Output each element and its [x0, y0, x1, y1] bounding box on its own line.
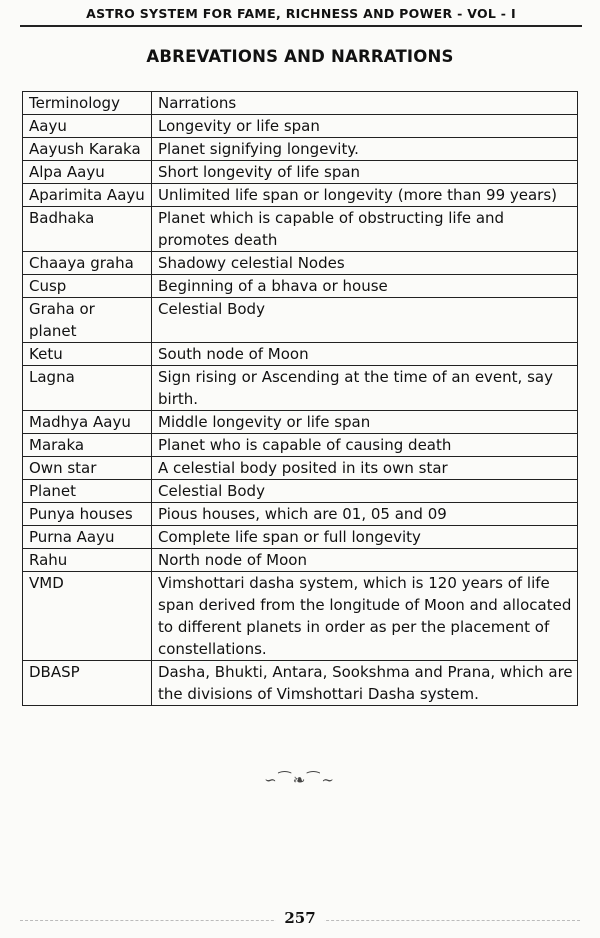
narration-cell: Planet who is capable of causing death — [152, 434, 578, 457]
narration-cell: Sign rising or Ascending at the time of an event, say birth. — [152, 366, 578, 411]
term-cell: DBASP — [23, 661, 152, 706]
term-cell: Chaaya graha — [23, 252, 152, 275]
narration-cell: Planet signifying longevity. — [152, 138, 578, 161]
running-header: ASTRO SYSTEM FOR FAME, RICHNESS AND POWER - VOL - I — [20, 6, 582, 27]
term-cell: Planet — [23, 480, 152, 503]
page-number-wrap — [0, 909, 600, 927]
term-cell: VMD — [23, 572, 152, 661]
narration-cell: Beginning of a bhava or house — [152, 275, 578, 298]
term-cell: Rahu — [23, 549, 152, 572]
table-row — [23, 184, 578, 207]
term-cell: Cusp — [23, 275, 152, 298]
table-row — [23, 411, 578, 434]
narration-cell: Short longevity of life span — [152, 161, 578, 184]
table-row — [23, 252, 578, 275]
term-cell: Madhya Aayu — [23, 411, 152, 434]
narration-cell: South node of Moon — [152, 343, 578, 366]
term-cell: Aayu — [23, 115, 152, 138]
table-row — [23, 572, 578, 661]
narration-cell: Dasha, Bhukti, Antara, Sookshma and Prana, which are the divisions of Vimshottari Dasha system. — [152, 661, 578, 706]
table-row — [23, 275, 578, 298]
glossary-table — [22, 91, 578, 706]
table-row — [23, 161, 578, 184]
narration-cell: Pious houses, which are 01, 05 and 09 — [152, 503, 578, 526]
narration-cell: Celestial Body — [152, 298, 578, 343]
term-cell: Graha or planet — [23, 298, 152, 343]
table-row — [23, 480, 578, 503]
narration-cell: Celestial Body — [152, 480, 578, 503]
table-row — [23, 661, 578, 706]
table-row — [23, 115, 578, 138]
table-row — [23, 457, 578, 480]
term-cell: Aayush Karaka — [23, 138, 152, 161]
table-row — [23, 207, 578, 252]
table-header-row — [23, 92, 578, 115]
column-header-narrations: Narrations — [152, 92, 578, 115]
column-header-terminology: Terminology — [23, 92, 152, 115]
narration-cell: North node of Moon — [152, 549, 578, 572]
narration-cell: Planet which is capable of obstructing life and promotes death — [152, 207, 578, 252]
page-number: 257 — [276, 909, 323, 927]
term-cell: Purna Aayu — [23, 526, 152, 549]
narration-cell: Shadowy celestial Nodes — [152, 252, 578, 275]
term-cell: Lagna — [23, 366, 152, 411]
table-row — [23, 503, 578, 526]
table-row — [23, 366, 578, 411]
table-row — [23, 343, 578, 366]
page-title: ABREVATIONS AND NARRATIONS — [146, 47, 454, 66]
term-cell: Maraka — [23, 434, 152, 457]
term-cell: Own star — [23, 457, 152, 480]
narration-cell: Vimshottari dasha system, which is 120 years of life span derived from the longitude of Moon and allocated to different planets in order as per the placement of constellations. — [152, 572, 578, 661]
flourish-ornament: ∽⁀❧⁀∼ — [264, 771, 336, 789]
term-cell: Alpa Aayu — [23, 161, 152, 184]
table-row — [23, 138, 578, 161]
table-row — [23, 526, 578, 549]
term-cell: Badhaka — [23, 207, 152, 252]
table-row — [23, 434, 578, 457]
term-cell: Punya houses — [23, 503, 152, 526]
narration-cell: A celestial body posited in its own star — [152, 457, 578, 480]
narration-cell: Unlimited life span or longevity (more than 99 years) — [152, 184, 578, 207]
table-row — [23, 549, 578, 572]
term-cell: Ketu — [23, 343, 152, 366]
term-cell: Aparimita Aayu — [23, 184, 152, 207]
narration-cell: Complete life span or full longevity — [152, 526, 578, 549]
narration-cell: Middle longevity or life span — [152, 411, 578, 434]
table-row — [23, 298, 578, 343]
narration-cell: Longevity or life span — [152, 115, 578, 138]
